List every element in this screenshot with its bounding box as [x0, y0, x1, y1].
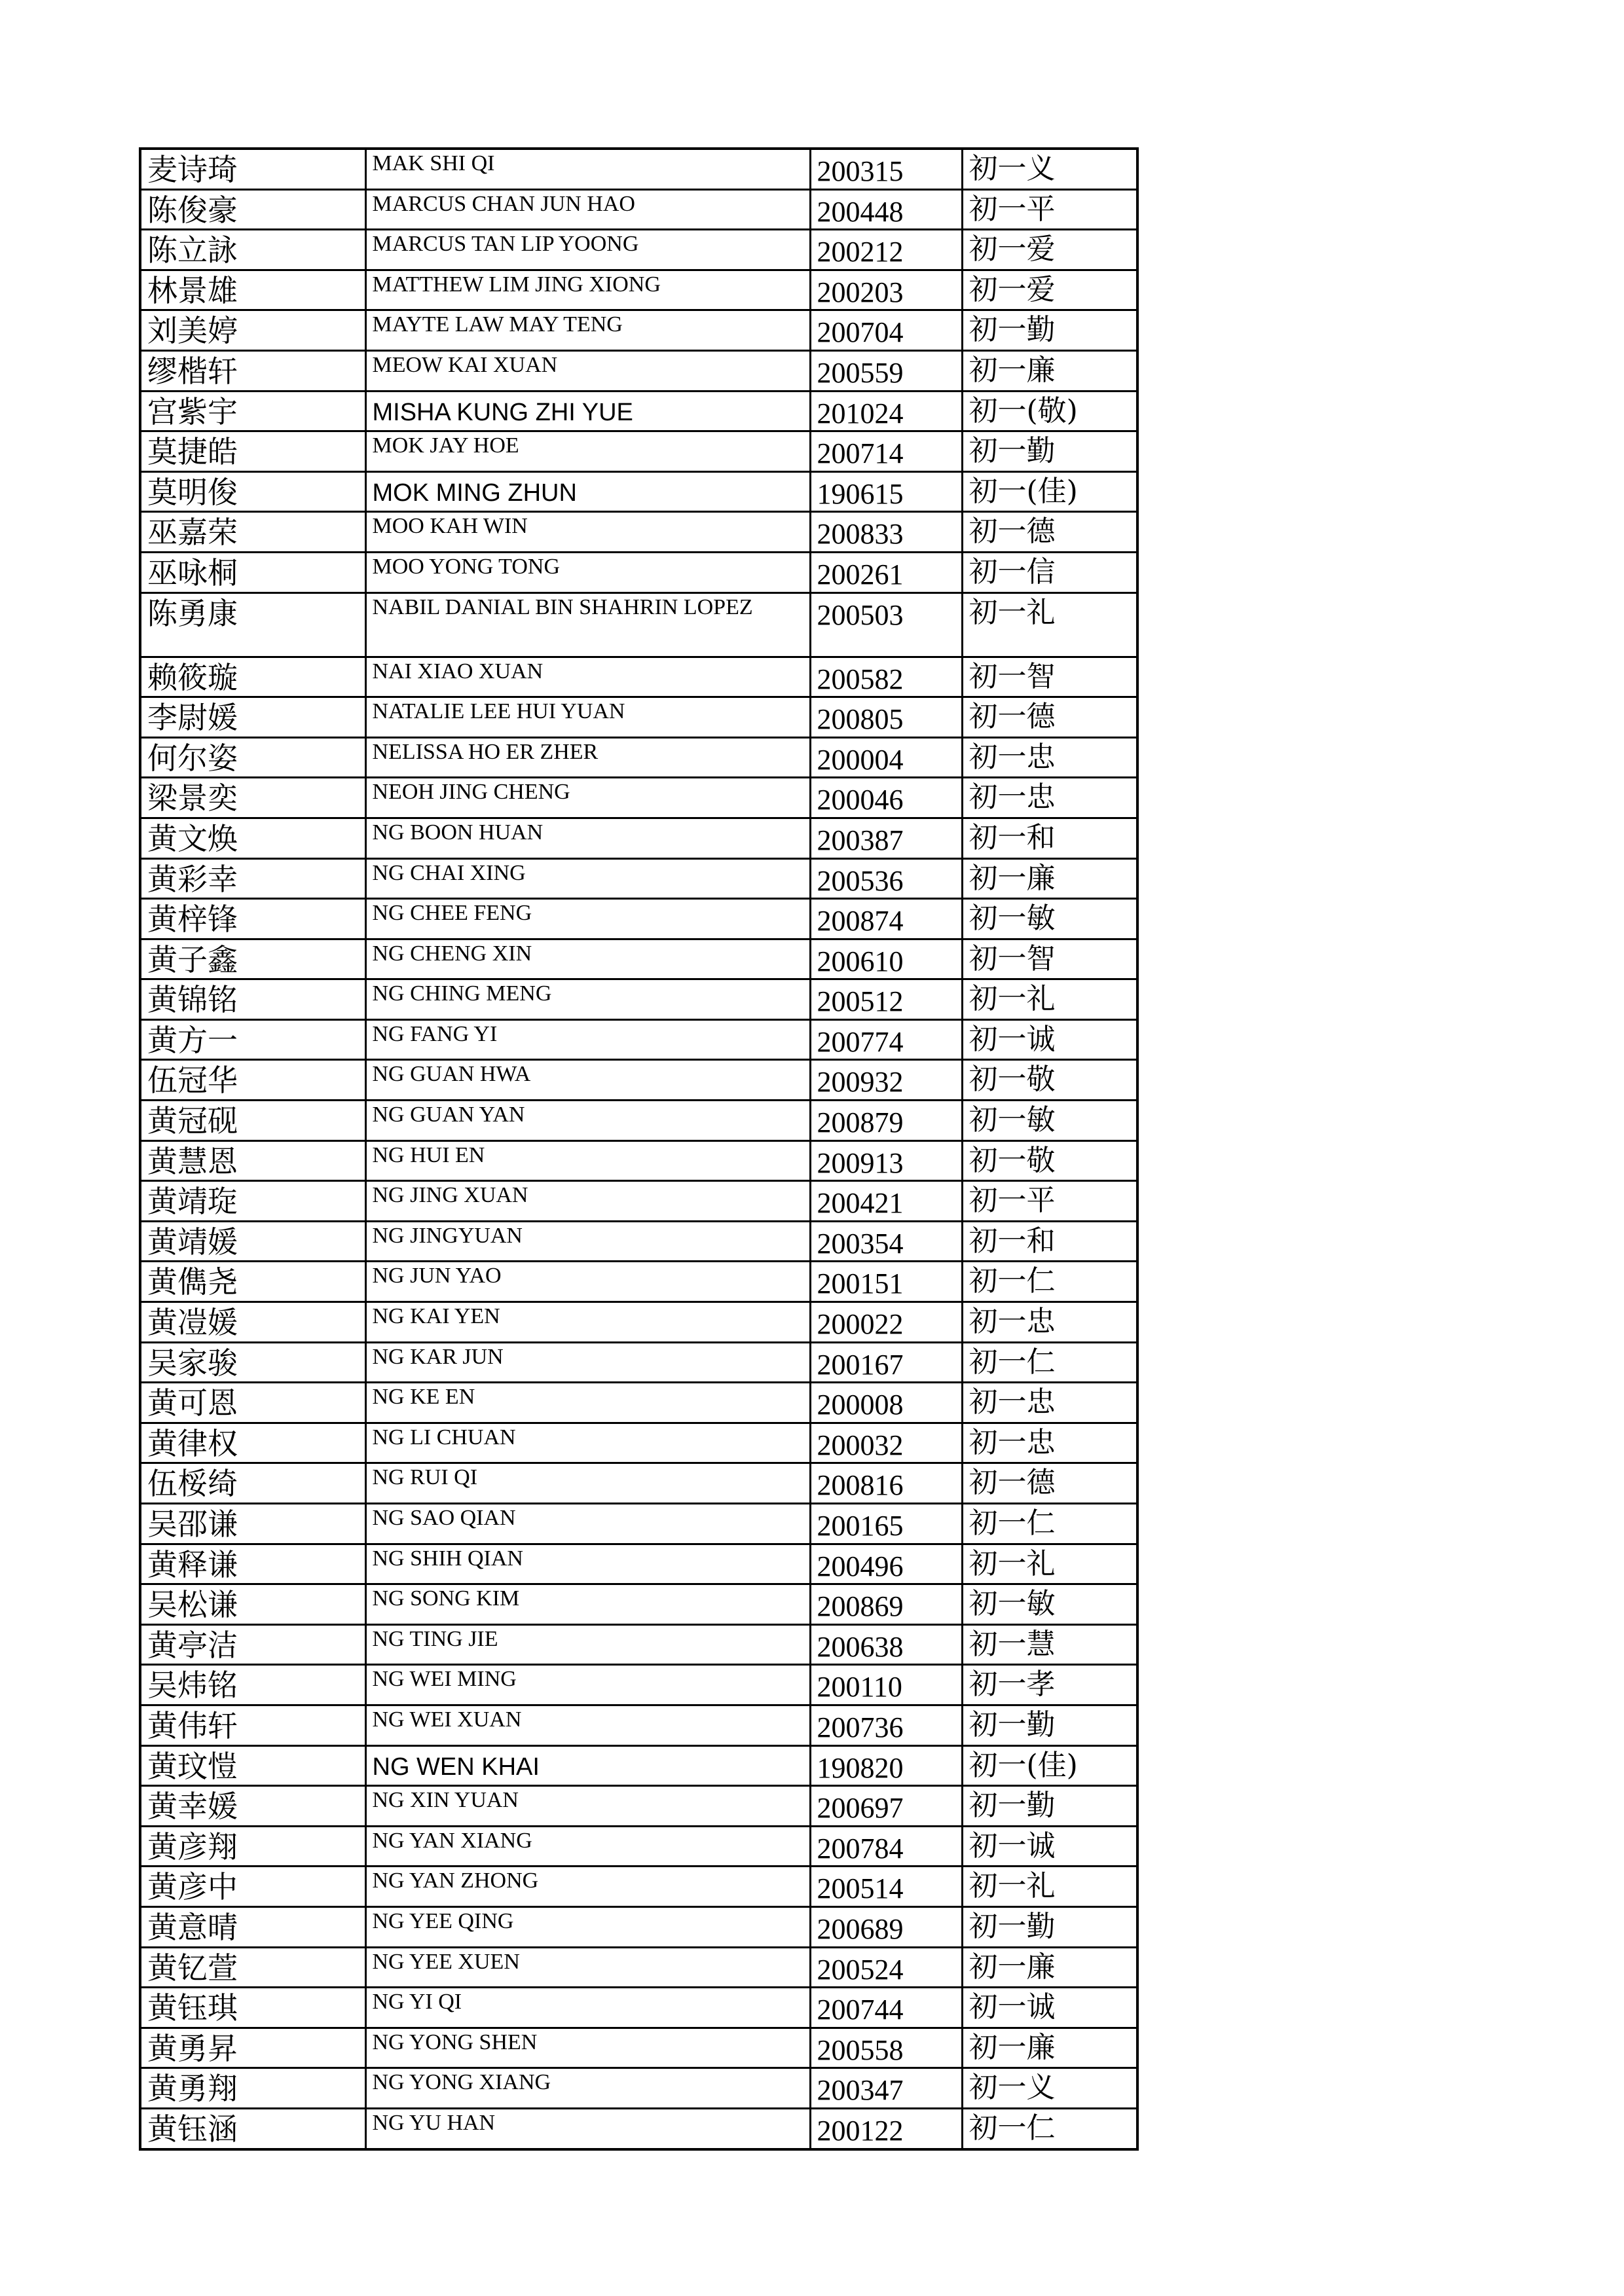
english-name-cell: NG CHING MENG — [365, 979, 810, 1020]
table-row — [140, 1101, 1137, 1141]
student-id-cell: 200203 — [810, 270, 962, 310]
english-name-cell: NG JUN YAO — [365, 1262, 810, 1302]
english-name-cell: MAYTE LAW MAY TENG — [365, 310, 810, 351]
student-id-cell: 200697 — [810, 1786, 962, 1827]
table-row — [140, 1786, 1137, 1827]
class-cell: 初一信 — [962, 552, 1137, 592]
table-row — [140, 230, 1137, 270]
student-id-cell: 200559 — [810, 350, 962, 391]
chinese-name-cell: 陈勇康 — [140, 592, 365, 657]
english-name-cell: MOO YONG TONG — [365, 552, 810, 592]
english-name-cell: MOO KAH WIN — [365, 512, 810, 553]
student-id-cell: 200784 — [810, 1826, 962, 1867]
student-id-cell: 200448 — [810, 189, 962, 230]
english-name-cell: NG GUAN HWA — [365, 1060, 810, 1101]
class-cell: 初一爱 — [962, 230, 1137, 270]
class-cell: 初一智 — [962, 939, 1137, 979]
student-id-cell: 200022 — [810, 1302, 962, 1343]
student-id-cell: 200110 — [810, 1665, 962, 1705]
student-id-cell: 200387 — [810, 818, 962, 858]
class-cell: 初一敬 — [962, 1060, 1137, 1101]
chinese-name-cell: 黄可恩 — [140, 1383, 365, 1423]
table-row — [140, 1019, 1137, 1060]
student-id-cell: 200932 — [810, 1060, 962, 1101]
class-cell: 初一智 — [962, 657, 1137, 697]
table-row — [140, 1705, 1137, 1745]
chinese-name-cell: 李尉媛 — [140, 697, 365, 738]
chinese-name-cell: 黄凒媛 — [140, 1302, 365, 1343]
student-id-cell: 200913 — [810, 1140, 962, 1181]
chinese-name-cell: 吴邵谦 — [140, 1504, 365, 1544]
student-id-cell: 190820 — [810, 1745, 962, 1786]
class-cell: 初一敬 — [962, 1140, 1137, 1181]
table-row — [140, 1221, 1137, 1262]
student-id-cell: 200774 — [810, 1019, 962, 1060]
english-name-cell: NG CHENG XIN — [365, 939, 810, 979]
class-cell: 初一勤 — [962, 431, 1137, 472]
student-list-body — [140, 149, 1137, 2149]
english-name-cell: NG YONG XIANG — [365, 2068, 810, 2109]
chinese-name-cell: 黄彩幸 — [140, 858, 365, 899]
chinese-name-cell: 伍冠华 — [140, 1060, 365, 1101]
table-row — [140, 512, 1137, 553]
student-id-cell: 200736 — [810, 1705, 962, 1745]
english-name-cell: NG KAR JUN — [365, 1342, 810, 1383]
student-id-cell: 200582 — [810, 657, 962, 697]
student-id-cell: 200714 — [810, 431, 962, 472]
table-row — [140, 1665, 1137, 1705]
chinese-name-cell: 黄勇昇 — [140, 2028, 365, 2068]
student-id-cell: 200638 — [810, 1624, 962, 1665]
student-id-cell: 200744 — [810, 1988, 962, 2028]
class-cell: 初一仁 — [962, 1504, 1137, 1544]
class-cell: 初一爱 — [962, 270, 1137, 310]
class-cell: 初一诚 — [962, 1826, 1137, 1867]
class-cell: 初一诚 — [962, 1019, 1137, 1060]
english-name-cell: NATALIE LEE HUI YUAN — [365, 697, 810, 738]
class-cell: 初一礼 — [962, 979, 1137, 1020]
english-name-cell: NG YONG SHEN — [365, 2028, 810, 2068]
student-id-cell: 200816 — [810, 1463, 962, 1504]
chinese-name-cell: 缪楷轩 — [140, 350, 365, 391]
student-id-cell: 200004 — [810, 737, 962, 778]
class-cell: 初一平 — [962, 189, 1137, 230]
english-name-cell: NG WEI MING — [365, 1665, 810, 1705]
chinese-name-cell: 刘美婷 — [140, 310, 365, 351]
class-cell: 初一仁 — [962, 2108, 1137, 2149]
student-id-cell: 200536 — [810, 858, 962, 899]
english-name-cell: NG RUI QI — [365, 1463, 810, 1504]
class-cell: 初一忠 — [962, 778, 1137, 818]
class-cell: 初一廉 — [962, 858, 1137, 899]
english-name-cell: NG BOON HUAN — [365, 818, 810, 858]
student-id-cell: 200512 — [810, 979, 962, 1020]
english-name-cell: NG SONG KIM — [365, 1584, 810, 1625]
chinese-name-cell: 赖筱璇 — [140, 657, 365, 697]
class-cell: 初一(佳) — [962, 471, 1137, 512]
student-id-cell: 200347 — [810, 2068, 962, 2109]
chinese-name-cell: 黄意晴 — [140, 1906, 365, 1947]
class-cell: 初一德 — [962, 697, 1137, 738]
class-cell: 初一勤 — [962, 310, 1137, 351]
student-id-cell: 200165 — [810, 1504, 962, 1544]
class-cell: 初一廉 — [962, 1947, 1137, 1988]
table-row — [140, 431, 1137, 472]
chinese-name-cell: 伍桵绮 — [140, 1463, 365, 1504]
student-id-cell: 200421 — [810, 1181, 962, 1222]
student-id-cell: 200212 — [810, 230, 962, 270]
chinese-name-cell: 宫紫宇 — [140, 391, 365, 431]
class-cell: 初一(敬) — [962, 391, 1137, 431]
class-cell: 初一慧 — [962, 1624, 1137, 1665]
chinese-name-cell: 黄钇萱 — [140, 1947, 365, 1988]
chinese-name-cell: 黄方一 — [140, 1019, 365, 1060]
english-name-cell: NG YU HAN — [365, 2108, 810, 2149]
table-row — [140, 350, 1137, 391]
chinese-name-cell: 黄子鑫 — [140, 939, 365, 979]
english-name-cell: NG SAO QIAN — [365, 1504, 810, 1544]
table-row — [140, 1624, 1137, 1665]
student-list-table — [139, 147, 1139, 2151]
table-row — [140, 2108, 1137, 2149]
student-id-cell: 200122 — [810, 2108, 962, 2149]
table-row — [140, 1060, 1137, 1101]
class-cell: 初一廉 — [962, 2028, 1137, 2068]
chinese-name-cell: 黄靖琁 — [140, 1181, 365, 1222]
table-row — [140, 1988, 1137, 2028]
english-name-cell: MARCUS CHAN JUN HAO — [365, 189, 810, 230]
class-cell: 初一敏 — [962, 1101, 1137, 1141]
table-row — [140, 818, 1137, 858]
class-cell: 初一义 — [962, 149, 1137, 189]
table-row — [140, 657, 1137, 697]
student-id-cell: 200879 — [810, 1101, 962, 1141]
chinese-name-cell: 陈俊豪 — [140, 189, 365, 230]
class-cell: 初一勤 — [962, 1786, 1137, 1827]
chinese-name-cell: 黄幸媛 — [140, 1786, 365, 1827]
chinese-name-cell: 黄锦铭 — [140, 979, 365, 1020]
table-row — [140, 1906, 1137, 1947]
chinese-name-cell: 黄靖媛 — [140, 1221, 365, 1262]
class-cell: 初一敏 — [962, 899, 1137, 939]
student-id-cell: 190615 — [810, 471, 962, 512]
english-name-cell: NG YEE QING — [365, 1906, 810, 1947]
table-row — [140, 310, 1137, 351]
chinese-name-cell: 吴松谦 — [140, 1584, 365, 1625]
chinese-name-cell: 黄彦中 — [140, 1867, 365, 1907]
chinese-name-cell: 黄释谦 — [140, 1544, 365, 1584]
table-row — [140, 189, 1137, 230]
student-id-cell: 201024 — [810, 391, 962, 431]
student-id-cell: 200558 — [810, 2028, 962, 2068]
chinese-name-cell: 黄彦翔 — [140, 1826, 365, 1867]
student-id-cell: 200704 — [810, 310, 962, 351]
table-row — [140, 1423, 1137, 1463]
english-name-cell: NG YEE XUEN — [365, 1947, 810, 1988]
class-cell: 初一敏 — [962, 1584, 1137, 1625]
table-row — [140, 1463, 1137, 1504]
table-row — [140, 1584, 1137, 1625]
chinese-name-cell: 巫咏桐 — [140, 552, 365, 592]
chinese-name-cell: 黄梓锋 — [140, 899, 365, 939]
chinese-name-cell: 黄亭洁 — [140, 1624, 365, 1665]
table-row — [140, 391, 1137, 431]
chinese-name-cell: 何尔姿 — [140, 737, 365, 778]
english-name-cell: MARCUS TAN LIP YOONG — [365, 230, 810, 270]
table-row — [140, 697, 1137, 738]
table-row — [140, 592, 1137, 657]
class-cell: 初一和 — [962, 1221, 1137, 1262]
class-cell: 初一忠 — [962, 1383, 1137, 1423]
student-id-cell: 200524 — [810, 1947, 962, 1988]
class-cell: 初一忠 — [962, 737, 1137, 778]
class-cell: 初一诚 — [962, 1988, 1137, 2028]
table-row — [140, 2068, 1137, 2109]
table-row — [140, 1181, 1137, 1222]
table-row — [140, 778, 1137, 818]
english-name-cell: NG KE EN — [365, 1383, 810, 1423]
table-row — [140, 1140, 1137, 1181]
class-cell: 初一勤 — [962, 1705, 1137, 1745]
table-row — [140, 270, 1137, 310]
class-cell: 初一仁 — [962, 1262, 1137, 1302]
student-id-cell: 200805 — [810, 697, 962, 738]
class-cell: 初一礼 — [962, 592, 1137, 657]
english-name-cell: NG HUI EN — [365, 1140, 810, 1181]
table-row — [140, 1826, 1137, 1867]
student-id-cell: 200261 — [810, 552, 962, 592]
english-name-cell: NG JINGYUAN — [365, 1221, 810, 1262]
student-id-cell: 200315 — [810, 149, 962, 189]
english-name-cell: NG WEI XUAN — [365, 1705, 810, 1745]
chinese-name-cell: 林景雄 — [140, 270, 365, 310]
english-name-cell: NEOH JING CHENG — [365, 778, 810, 818]
table-row — [140, 1383, 1137, 1423]
class-cell: 初一廉 — [962, 350, 1137, 391]
english-name-cell: NG KAI YEN — [365, 1302, 810, 1343]
table-row — [140, 1262, 1137, 1302]
student-id-cell: 200610 — [810, 939, 962, 979]
chinese-name-cell: 吴家骏 — [140, 1342, 365, 1383]
table-row — [140, 1544, 1137, 1584]
english-name-cell: NG FANG YI — [365, 1019, 810, 1060]
student-id-cell: 200008 — [810, 1383, 962, 1423]
english-name-cell: NG TING JIE — [365, 1624, 810, 1665]
class-cell: 初一礼 — [962, 1867, 1137, 1907]
chinese-name-cell: 梁景奕 — [140, 778, 365, 818]
table-row — [140, 2028, 1137, 2068]
student-id-cell: 200869 — [810, 1584, 962, 1625]
chinese-name-cell: 黄慧恩 — [140, 1140, 365, 1181]
class-cell: 初一德 — [962, 1463, 1137, 1504]
english-name-cell: NG XIN YUAN — [365, 1786, 810, 1827]
english-name-cell: NG YI QI — [365, 1988, 810, 2028]
chinese-name-cell: 莫明俊 — [140, 471, 365, 512]
table-row — [140, 552, 1137, 592]
class-cell: 初一勤 — [962, 1906, 1137, 1947]
table-row — [140, 1947, 1137, 1988]
class-cell: 初一忠 — [962, 1423, 1137, 1463]
chinese-name-cell: 黄勇翔 — [140, 2068, 365, 2109]
student-id-cell: 200046 — [810, 778, 962, 818]
table-row — [140, 471, 1137, 512]
english-name-cell: NG CHEE FENG — [365, 899, 810, 939]
chinese-name-cell: 黄文焕 — [140, 818, 365, 858]
student-id-cell: 200833 — [810, 512, 962, 553]
student-id-cell: 200354 — [810, 1221, 962, 1262]
chinese-name-cell: 黄冠砚 — [140, 1101, 365, 1141]
table-row — [140, 858, 1137, 899]
english-name-cell: NG YAN ZHONG — [365, 1867, 810, 1907]
english-name-cell: MAK SHI QI — [365, 149, 810, 189]
table-row — [140, 899, 1137, 939]
chinese-name-cell: 黄律权 — [140, 1423, 365, 1463]
chinese-name-cell: 陈立詠 — [140, 230, 365, 270]
class-cell: 初一(佳) — [962, 1745, 1137, 1786]
table-row — [140, 737, 1137, 778]
table-row — [140, 1867, 1137, 1907]
english-name-cell: MOK MING ZHUN — [365, 471, 810, 512]
chinese-name-cell: 莫捷皓 — [140, 431, 365, 472]
table-row — [140, 939, 1137, 979]
class-cell: 初一义 — [962, 2068, 1137, 2109]
english-name-cell: NELISSA HO ER ZHER — [365, 737, 810, 778]
class-cell: 初一礼 — [962, 1544, 1137, 1584]
chinese-name-cell: 黄伟轩 — [140, 1705, 365, 1745]
chinese-name-cell: 巫嘉荣 — [140, 512, 365, 553]
student-id-cell: 200503 — [810, 592, 962, 657]
chinese-name-cell: 麦诗琦 — [140, 149, 365, 189]
english-name-cell: NAI XIAO XUAN — [365, 657, 810, 697]
class-cell: 初一平 — [962, 1181, 1137, 1222]
english-name-cell: NG JING XUAN — [365, 1181, 810, 1222]
student-id-cell: 200514 — [810, 1867, 962, 1907]
table-row — [140, 1342, 1137, 1383]
table-row — [140, 1745, 1137, 1786]
student-id-cell: 200151 — [810, 1262, 962, 1302]
english-name-cell: NG SHIH QIAN — [365, 1544, 810, 1584]
student-id-cell: 200167 — [810, 1342, 962, 1383]
english-name-cell: MEOW KAI XUAN — [365, 350, 810, 391]
class-cell: 初一德 — [962, 512, 1137, 553]
student-id-cell: 200032 — [810, 1423, 962, 1463]
student-id-cell: 200874 — [810, 899, 962, 939]
english-name-cell: NG YAN XIANG — [365, 1826, 810, 1867]
chinese-name-cell: 黄钰琪 — [140, 1988, 365, 2028]
table-row — [140, 149, 1137, 189]
english-name-cell: MATTHEW LIM JING XIONG — [365, 270, 810, 310]
class-cell: 初一仁 — [962, 1342, 1137, 1383]
english-name-cell: MISHA KUNG ZHI YUE — [365, 391, 810, 431]
table-row — [140, 979, 1137, 1020]
chinese-name-cell: 黄玟愷 — [140, 1745, 365, 1786]
english-name-cell: NG GUAN YAN — [365, 1101, 810, 1141]
class-cell: 初一孝 — [962, 1665, 1137, 1705]
chinese-name-cell: 黄钰涵 — [140, 2108, 365, 2149]
chinese-name-cell: 黄儁尧 — [140, 1262, 365, 1302]
table-row — [140, 1302, 1137, 1343]
table-row — [140, 1504, 1137, 1544]
class-cell: 初一和 — [962, 818, 1137, 858]
student-id-cell: 200496 — [810, 1544, 962, 1584]
english-name-cell: NG WEN KHAI — [365, 1745, 810, 1786]
english-name-cell: MOK JAY HOE — [365, 431, 810, 472]
chinese-name-cell: 吴炜铭 — [140, 1665, 365, 1705]
english-name-cell: NG LI CHUAN — [365, 1423, 810, 1463]
english-name-cell: NG CHAI XING — [365, 858, 810, 899]
student-id-cell: 200689 — [810, 1906, 962, 1947]
class-cell: 初一忠 — [962, 1302, 1137, 1343]
english-name-cell: NABIL DANIAL BIN SHAHRIN LOPEZ — [365, 592, 810, 657]
